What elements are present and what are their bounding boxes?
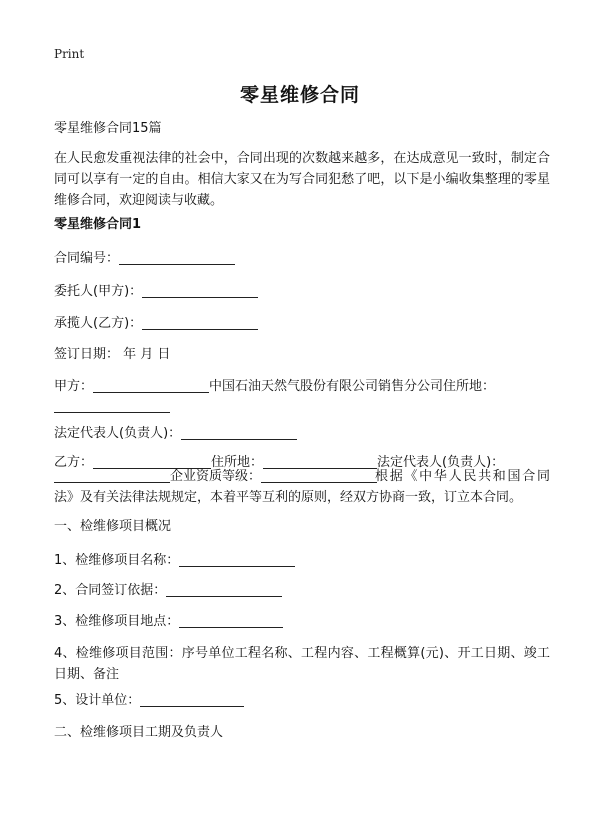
- party-b-label: 乙方：: [54, 455, 94, 470]
- item-2-label: 2、合同签订依据：: [54, 583, 167, 598]
- contractor-row: [54, 313, 258, 334]
- party-b-qualification-label: 企业资质等级：: [170, 469, 262, 484]
- party-a-row: [54, 376, 495, 397]
- party-b-legal-rep-label: 法定代表人(负责人)：: [377, 455, 505, 470]
- page-title: 零星维修合同: [239, 84, 360, 106]
- subtitle: 零星维修合同15篇: [54, 121, 162, 136]
- item-1-blank: [179, 552, 295, 567]
- party-a-company: 中国石油天然气股份有限公司销售分公司住所地：: [209, 379, 496, 394]
- contract-no-row: [54, 248, 235, 269]
- item-5-row: [54, 690, 244, 711]
- item-4-paragraph: 4、检维修项目范围：序号单位工程名称、工程内容、工程概算(元)、开工日期、竣工日期、备注: [54, 646, 550, 682]
- item-1-row: [54, 550, 295, 571]
- legal-rep-label: 法定代表人(负责人)：: [54, 426, 182, 441]
- intro-paragraph: 在人民愈发重视法律的社会中，合同出现的次数越来越多，在达成意见一致时，制定合同可以享有一定的自由。相信大家又在为写合同犯愁了吧，以下是小编收集整理的零星维修合同，欢迎阅读与收藏。: [54, 151, 550, 208]
- sign-date-row: 签订日期： 年 月 日: [54, 347, 171, 362]
- contractor-blank: [142, 315, 258, 330]
- party-b-address-label: 住所地：: [211, 455, 264, 470]
- legal-rep-blank: [181, 425, 297, 440]
- contract-no-blank: [119, 250, 235, 265]
- contractor-label: 承揽人(乙方)：: [54, 316, 143, 331]
- section-1-heading: 一、检维修项目概况: [54, 519, 172, 534]
- legal-rep-row: [54, 423, 297, 444]
- section-2-heading: 二、检维修项目工期及负责人: [54, 725, 224, 740]
- item-3-blank: [179, 613, 283, 628]
- contract-no-label: 合同编号：: [54, 251, 120, 266]
- item-5-label: 5、设计单位：: [54, 693, 141, 708]
- client-row: [54, 281, 258, 302]
- party-a-address-blank: [54, 398, 170, 413]
- item-2-blank: [166, 582, 282, 597]
- party-a-address-row: [54, 396, 170, 417]
- item-3-label: 3、检维修项目地点：: [54, 614, 180, 629]
- section-title: 零星维修合同1: [54, 217, 142, 232]
- item-2-row: [54, 580, 282, 601]
- client-blank: [142, 283, 258, 298]
- party-b-tail: 根据《中华人民共和国合同法》及有关法律法规规定，本着平等互利的原则，经双方协商一致，订立本合同。: [54, 469, 550, 505]
- item-5-blank: [140, 692, 244, 707]
- item-1-label: 1、检维修项目名称：: [54, 553, 180, 568]
- item-3-row: [54, 611, 283, 632]
- client-label: 委托人(甲方)：: [54, 284, 143, 299]
- print-link[interactable]: Print: [54, 47, 85, 61]
- party-a-blank: [93, 378, 209, 393]
- party-a-label: 甲方：: [54, 379, 94, 394]
